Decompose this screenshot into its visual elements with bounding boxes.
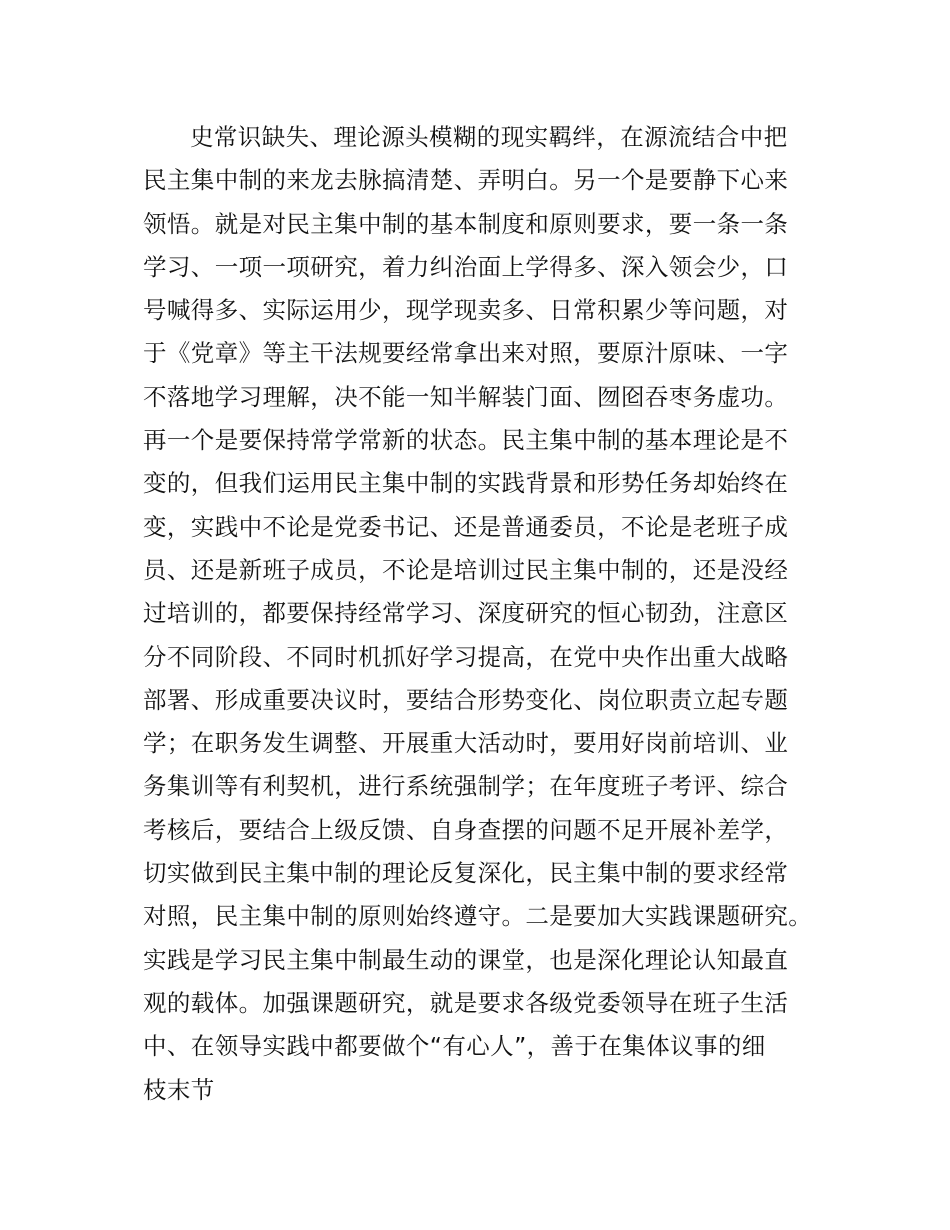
text-line: 考核后，要结合上级反馈、自身查摆的问题不足开展补差学， bbox=[143, 815, 789, 844]
text-line: 于《党章》等主干法规要经常拿出来对照，要原汁原味、一字 bbox=[143, 339, 789, 368]
text-line: 号喊得多、实际运用少，现学现卖多、日常积累少等问题，对 bbox=[143, 296, 789, 325]
text-line: 观的载体。加强课题研究，就是要求各级党委领导在班子生活 bbox=[143, 988, 789, 1017]
text-line: 再一个是要保持常学常新的状态。民主集中制的基本理论是不 bbox=[143, 426, 789, 455]
text-line: 学；在职务发生调整、开展重大活动时，要用好岗前培训、业 bbox=[143, 729, 789, 758]
text-line: 过培训的，都要保持经常学习、深度研究的恒心韧劲，注意区 bbox=[143, 599, 789, 628]
text-line: 切实做到民主集中制的理论反复深化，民主集中制的要求经常 bbox=[143, 859, 789, 888]
text-line: 部署、形成重要决议时，要结合形势变化、岗位职责立起专题 bbox=[143, 685, 789, 714]
text-line: 民主集中制的来龙去脉搞清楚、弄明白。另一个是要静下心来 bbox=[143, 166, 789, 195]
text-line: 变，实践中不论是党委书记、还是普通委员，不论是老班子成 bbox=[143, 512, 789, 541]
text-line: 领悟。就是对民主集中制的基本制度和原则要求，要一条一条 bbox=[143, 209, 789, 238]
text-line: 员、还是新班子成员，不论是培训过民主集中制的，还是没经 bbox=[143, 555, 789, 584]
text-line: 务集训等有利契机，进行系统强制学；在年度班子考评、综合 bbox=[143, 772, 789, 801]
text-line: 变的，但我们运用民主集中制的实践背景和形势任务却始终在 bbox=[143, 469, 789, 498]
text-line: 学习、一项一项研究，着力纠治面上学得多、深入领会少，口 bbox=[143, 252, 789, 281]
text-line: 枝末节 bbox=[143, 1075, 215, 1104]
text-line: 中、在领导实践中都要做个“有心人”，善于在集体议事的细 bbox=[143, 1032, 766, 1061]
text-line: 史常识缺失、理论源头模糊的现实羁绊，在源流结合中把 bbox=[190, 123, 788, 151]
text-line: 分不同阶段、不同时机抓好学习提高，在党中央作出重大战略 bbox=[143, 642, 789, 671]
text-line: 对照，民主集中制的原则始终遵守。二是要加大实践课题研究。 bbox=[143, 902, 813, 931]
text-line: 实践是学习民主集中制最生动的课堂，也是深化理论认知最直 bbox=[143, 945, 789, 974]
text-line: 不落地学习理解，决不能一知半解装门面、囫囵吞枣务虚功。 bbox=[143, 382, 789, 411]
body-text bbox=[143, 116, 843, 1112]
